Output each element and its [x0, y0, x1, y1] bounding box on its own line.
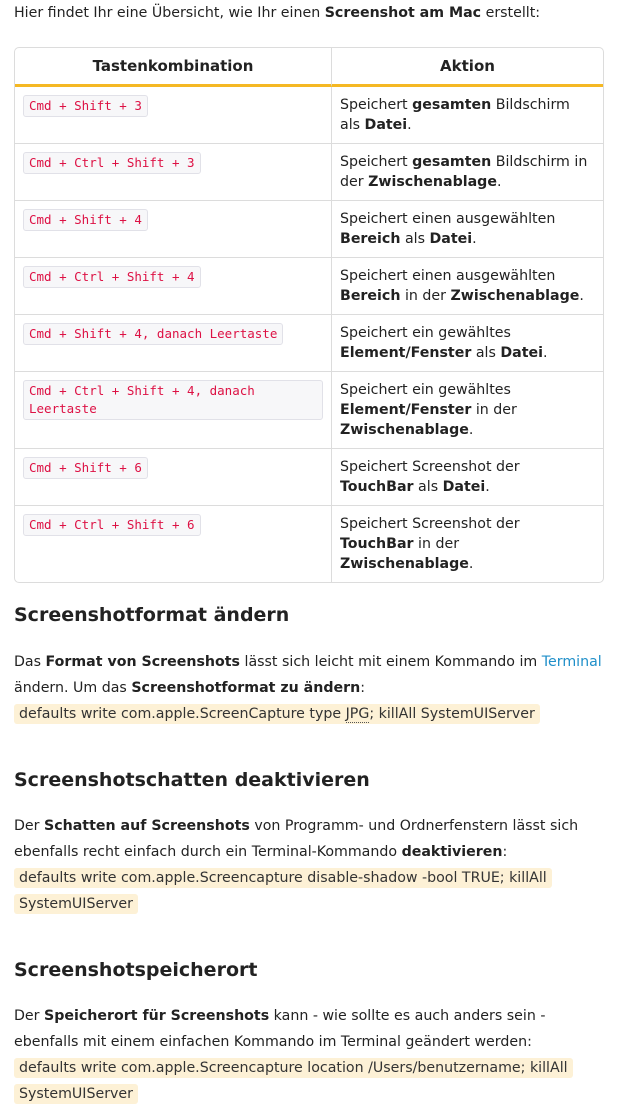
table-row [15, 371, 603, 448]
code-jpg: JPG [345, 706, 370, 722]
location-paragraph [14, 1003, 614, 1107]
shortcut-table [14, 47, 604, 583]
action-cell [332, 371, 603, 448]
shortcut-code: Cmd + Ctrl + Shift + 4 [23, 266, 201, 288]
action-bold: Bereich [340, 288, 401, 304]
action-text: Bildschirm in der [340, 154, 588, 190]
shortcut-code: Cmd + Shift + 4, danach Leertaste [23, 323, 283, 345]
heading-screenshot-format: Screenshotformat ändern [14, 604, 290, 626]
action-text: Speichert Screenshot der [340, 516, 520, 532]
format-code-snippet [14, 704, 540, 724]
text: ändern. Um das [14, 680, 132, 696]
bold-text: Speicherort für Screenshots [44, 1008, 270, 1024]
action-text: . [579, 288, 584, 304]
action-text: . [472, 231, 477, 247]
shortcut-cell [15, 505, 332, 582]
action-text: . [485, 479, 490, 495]
table-row [15, 200, 603, 257]
shortcut-cell [15, 257, 332, 314]
action-text: Bildschirm als [340, 97, 570, 133]
text: kann - wie sollte es auch anders sein - ebenfalls mit einem einfachen Kommando im Terminal geändert werden: [14, 1008, 546, 1050]
shortcut-code: Cmd + Shift + 4 [23, 209, 148, 231]
action-cell [332, 200, 603, 257]
action-bold: Datei [429, 231, 473, 247]
action-cell [332, 257, 603, 314]
shortcut-cell [15, 314, 332, 371]
text: Das [14, 654, 46, 670]
action-text: Speichert [340, 97, 413, 113]
heading-screenshot-location: Screenshotspeicherort [14, 959, 258, 981]
location-section [14, 1003, 614, 1107]
bold-text: deaktivieren [401, 844, 503, 860]
table-row [15, 87, 603, 143]
bold-text: Screenshotformat zu ändern [131, 680, 361, 696]
bold-text: Schatten auf Screenshots [44, 818, 250, 834]
action-bold: Zwischenablage [450, 288, 580, 304]
code-text: defaults write com.apple.ScreenCapture type [19, 706, 346, 722]
action-bold: TouchBar [340, 536, 414, 552]
action-text: . [496, 174, 502, 190]
text: Der [14, 1008, 44, 1024]
action-text: Speichert ein gewähltes [340, 325, 511, 341]
shortcut-code: Cmd + Ctrl + Shift + 6 [23, 514, 201, 536]
action-bold: Zwischenablage [368, 174, 497, 190]
location-code-snippet: defaults write com.apple.Screencapture location /Users/benutzername; killAll SystemUIServer [14, 1058, 573, 1104]
action-cell [332, 314, 603, 371]
action-cell [332, 87, 603, 143]
text: lässt sich leicht mit einem Kommando im [240, 654, 542, 670]
action-text: . [468, 556, 474, 572]
shortcut-cell [15, 448, 332, 505]
table-row [15, 314, 603, 371]
shortcut-code: Cmd + Shift + 3 [23, 95, 148, 117]
action-bold: gesamten [412, 97, 492, 113]
intro-bold: Screenshot am Mac [324, 5, 482, 21]
action-text: . [407, 117, 412, 133]
table-row [15, 448, 603, 505]
shortcut-cell [15, 87, 332, 143]
action-bold: Element/Fenster [340, 345, 472, 361]
format-section [14, 649, 614, 727]
text: Der [14, 818, 44, 834]
table-row [15, 505, 603, 582]
bold-text: Format von Screenshots [45, 654, 240, 670]
action-text: Speichert einen ausgewählten [340, 211, 556, 227]
intro-paragraph [14, 0, 614, 26]
shortcut-code: Cmd + Ctrl + Shift + 4, danach Leertaste [23, 380, 323, 420]
table-header-row [15, 48, 603, 87]
action-cell [332, 143, 603, 200]
action-text: in der [400, 288, 451, 304]
action-text: Speichert einen ausgewählten [340, 268, 556, 284]
text: : [360, 680, 366, 696]
action-bold: TouchBar [340, 479, 414, 495]
text: von Programm- und Ordnerfenstern lässt sich ebenfalls recht einfach durch ein Terminal-Kommando [14, 818, 579, 860]
action-text: Speichert Screenshot der [340, 459, 520, 475]
code-text: ; killAll SystemUIServer [369, 706, 535, 722]
action-bold: Datei [364, 117, 408, 133]
shortcut-cell [15, 143, 332, 200]
action-text: Speichert ein gewähltes [340, 382, 511, 398]
shadow-paragraph [14, 813, 614, 917]
action-text: in der [471, 402, 517, 418]
shortcut-code: Cmd + Shift + 6 [23, 457, 148, 479]
table-row [15, 143, 603, 200]
action-bold: Element/Fenster [340, 402, 472, 418]
action-bold: Zwischenablage [340, 422, 469, 438]
action-bold: Zwischenablage [340, 556, 469, 572]
action-bold: Datei [442, 479, 486, 495]
terminal-link[interactable]: Terminal [541, 654, 602, 670]
action-bold: Bereich [340, 231, 401, 247]
shortcut-code: Cmd + Ctrl + Shift + 3 [23, 152, 201, 174]
action-cell [332, 505, 603, 582]
intro-text: Hier findet Ihr eine Übersicht, wie Ihr einen [14, 5, 325, 21]
intro-text-end: erstellt: [481, 5, 541, 21]
shadow-code-snippet: defaults write com.apple.Screencapture disable-shadow -bool TRUE; killAll SystemUIServer [14, 868, 552, 914]
shadow-section [14, 813, 614, 917]
heading-screenshot-shadow: Screenshotschatten deaktivieren [14, 769, 370, 791]
format-paragraph [14, 649, 614, 727]
action-text: in der [413, 536, 460, 552]
action-text: Speichert [340, 154, 413, 170]
action-text: als [413, 479, 443, 495]
action-bold: Datei [500, 345, 544, 361]
action-text: . [543, 345, 548, 361]
action-text: . [468, 422, 474, 438]
action-bold: gesamten [412, 154, 492, 170]
column-header-shortcut: Tastenkombination [15, 48, 332, 87]
shortcut-cell [15, 371, 332, 448]
action-text: als [400, 231, 430, 247]
table-row [15, 257, 603, 314]
action-text: als [471, 345, 501, 361]
column-header-action: Aktion [332, 48, 603, 87]
text: : [502, 844, 508, 860]
action-cell [332, 448, 603, 505]
shortcut-cell [15, 200, 332, 257]
